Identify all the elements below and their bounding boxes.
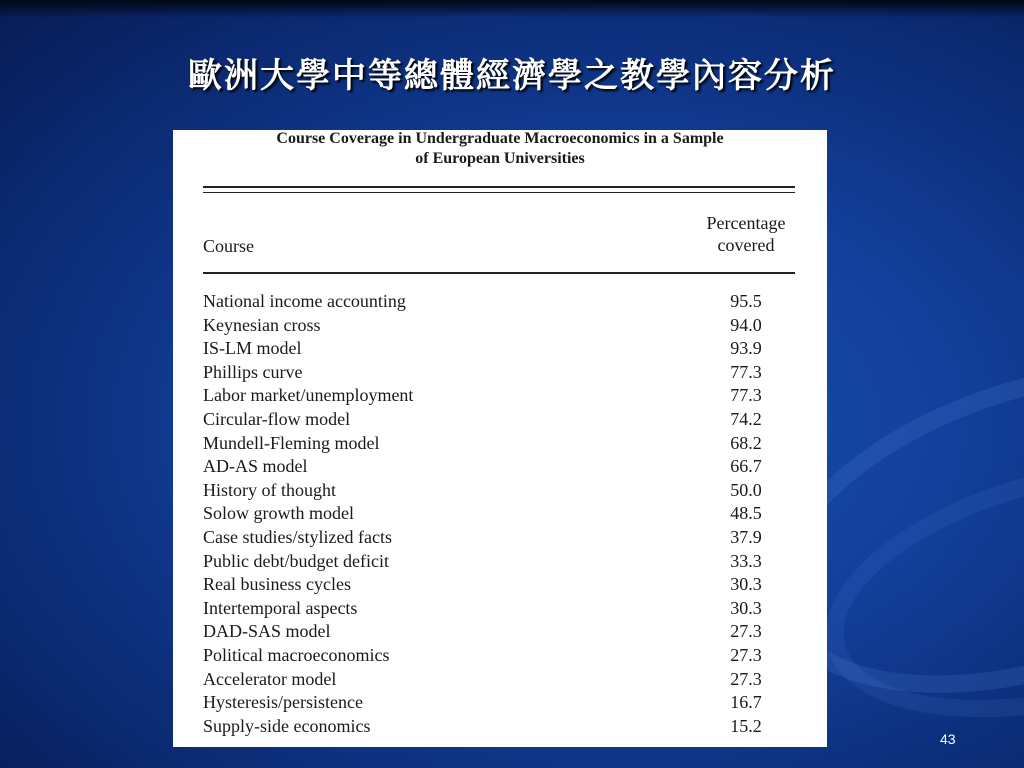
top-band [0,0,1024,18]
percentage-cell: 50.0 [730,479,762,500]
column-header-percentage-line1: Percentage [706,213,786,233]
table-row [173,573,827,597]
table-caption-line1: Course Coverage in Undergraduate Macroeconomics in a Sample [276,130,724,147]
percentage-cell: 30.3 [730,597,762,618]
percentage-cell: 68.2 [730,432,762,453]
table-row [173,384,827,408]
percentage-cell: 27.3 [730,621,762,642]
table-row [173,502,827,526]
percentage-cell: 27.3 [730,668,762,689]
percentage-cell: 77.3 [730,385,762,406]
course-cell: Real business cycles [203,574,351,595]
course-cell: Accelerator model [203,668,337,689]
header-rule [203,272,795,274]
course-cell: Supply-side economics [203,715,371,736]
course-cell: DAD-SAS model [203,621,331,642]
column-header-percentage [681,212,811,256]
percentage-cell: 95.5 [730,291,762,311]
table-row [173,668,827,692]
percentage-cell: 48.5 [730,503,762,524]
page-number: 43 [940,731,956,747]
table-row [173,408,827,432]
percentage-cell: 93.9 [730,338,762,359]
course-cell: Public debt/budget deficit [203,550,389,571]
course-cell: IS-LM model [203,338,302,359]
scanned-table-image [173,130,827,747]
column-header-course: Course [203,236,254,256]
course-cell: Mundell-Fleming model [203,432,380,453]
course-cell: Intertemporal aspects [203,597,358,618]
table-row [173,479,827,503]
percentage-cell: 16.7 [730,692,762,713]
table-row [173,337,827,361]
slide-title: 歐洲大學中等總體經濟學之教學內容分析 [188,56,836,96]
course-cell: Solow growth model [203,503,354,524]
table-row [173,597,827,621]
percentage-cell: 94.0 [730,314,762,335]
course-cell: Keynesian cross [203,314,321,335]
top-rule [203,186,795,188]
table-row [173,526,827,550]
table-row [173,455,827,479]
table-row [173,644,827,668]
course-cell: Case studies/stylized facts [203,526,392,547]
table-row [173,620,827,644]
table-caption-line2: of European Universities [415,150,585,167]
course-cell: National income accounting [203,291,406,311]
course-cell: History of thought [203,479,336,500]
table-row [173,432,827,456]
course-cell: Labor market/unemployment [203,385,414,406]
percentage-cell: 66.7 [730,456,762,477]
percentage-cell: 15.2 [730,715,762,736]
percentage-cell: 27.3 [730,644,762,665]
percentage-cell: 33.3 [730,550,762,571]
course-cell: Phillips curve [203,361,303,382]
percentage-cell: 77.3 [730,361,762,382]
table-row [173,290,827,314]
percentage-cell: 37.9 [730,526,762,547]
table-body [173,290,827,738]
table-row [173,691,827,715]
top-rule-thin [203,192,795,193]
table-row [173,715,827,739]
table-row [173,361,827,385]
course-cell: Political macroeconomics [203,644,390,665]
percentage-cell: 74.2 [730,408,762,429]
percentage-cell: 30.3 [730,574,762,595]
course-cell: AD-AS model [203,456,308,477]
table-row [173,550,827,574]
course-cell: Circular-flow model [203,408,351,429]
column-header-percentage-line2: covered [717,235,775,255]
course-cell: Hysteresis/persistence [203,692,363,713]
table-row [173,314,827,338]
